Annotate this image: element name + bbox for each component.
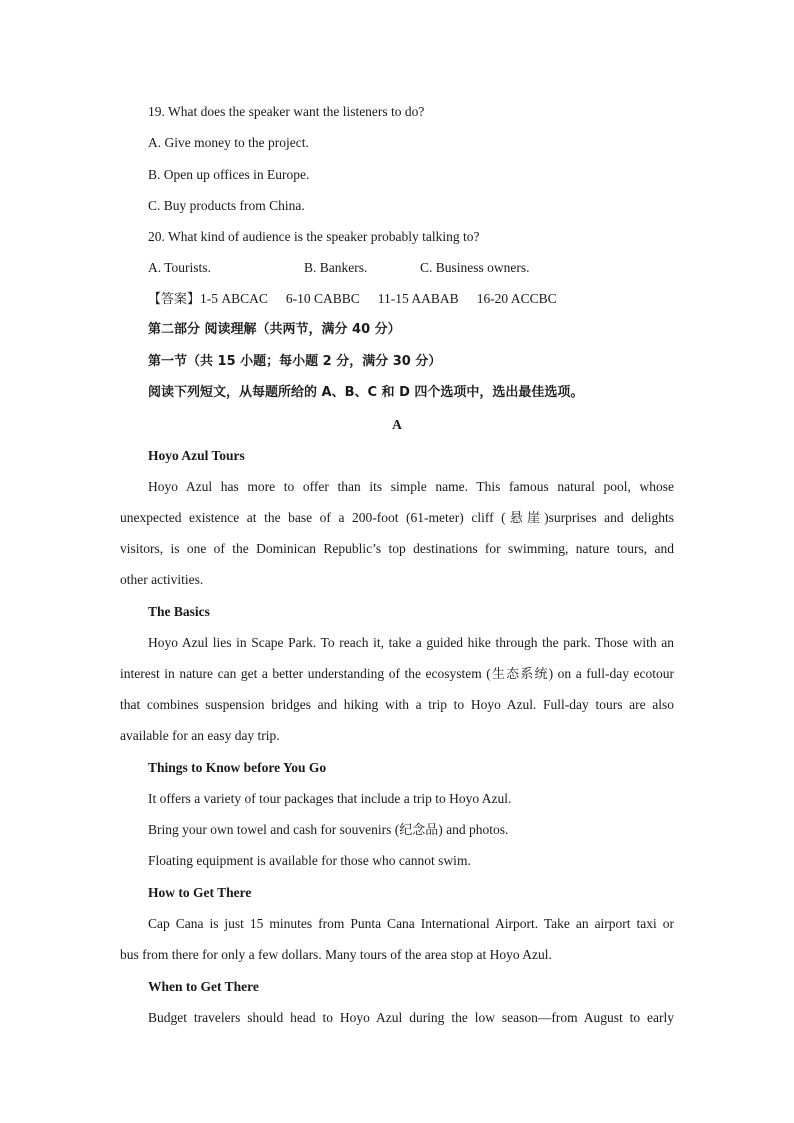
know-heading: Things to Know before You Go xyxy=(148,760,327,775)
basics-line-2-text: interest in nature can get a better understanding of the ecosystem ( xyxy=(120,666,491,681)
reading-instruction: 阅读下列短文，从每题所给的 A、B、C 和 D 四个选项中，选出最佳选项。 xyxy=(148,385,584,400)
know-line-2-text: Bring your own towel and cash for souvenirs ( xyxy=(148,822,400,837)
basics-line-2 xyxy=(120,665,674,684)
basics-gloss-ecosystem: 生态系统 xyxy=(490,667,549,682)
how-line-2: bus from there for only a few dollars. Many tours of the area stop at Hoyo Azul. xyxy=(120,947,552,962)
q19-option-a: A. Give money to the project. xyxy=(148,135,309,150)
basics-line-1: Hoyo Azul lies in Scape Park. To reach it, take a guided hike through the park. Those with an xyxy=(148,635,674,650)
basics-line-4: available for an easy day trip. xyxy=(120,728,280,743)
when-heading: When to Get There xyxy=(148,979,259,994)
intro-line-3: visitors, is one of the Dominican Republic’s top destinations for swimming, nature tours, and xyxy=(120,541,674,556)
answer-label: 【答案】 xyxy=(148,292,201,307)
how-line-1: Cap Cana is just 15 minutes from Punta Cana International Airport. Take an airport taxi or xyxy=(148,916,674,931)
know-line-3: Floating equipment is available for those who cannot swim. xyxy=(148,853,471,868)
passage-letter: A xyxy=(392,417,402,432)
intro-line-4: other activities. xyxy=(120,572,204,587)
intro-line-2-tail: )surprises and delights xyxy=(544,510,674,525)
basics-line-3: that combines suspension bridges and hiking with a trip to Hoyo Azul. Full-day tours are also xyxy=(120,697,674,712)
answer-group-1: 1-5 ABCAC xyxy=(200,291,268,306)
how-heading: How to Get There xyxy=(148,885,252,900)
know-line-2-tail: ) and photos. xyxy=(438,822,509,837)
answer-key xyxy=(148,290,557,309)
basics-heading: The Basics xyxy=(148,604,210,619)
part2-title: 第二部分 阅读理解（共两节，满分 40 分） xyxy=(148,322,401,337)
q20-stem: 20. What kind of audience is the speaker probably talking to? xyxy=(148,229,480,244)
intro-gloss-cliff: 悬崖 xyxy=(505,511,545,526)
q19-option-b: B. Open up offices in Europe. xyxy=(148,167,310,182)
passage-title: Hoyo Azul Tours xyxy=(148,448,245,463)
answer-group-2: 6-10 CABBC xyxy=(285,291,360,306)
know-gloss-souvenirs: 纪念品 xyxy=(399,823,439,838)
answer-group-3: 11-15 AABAB xyxy=(377,291,459,306)
q20-option-c: C. Business owners. xyxy=(420,260,530,275)
basics-line-2-tail: ) on a full-day ecotour xyxy=(548,666,674,681)
know-line-2 xyxy=(148,821,508,840)
q20-option-a: A. Tourists. xyxy=(148,260,211,275)
when-line-1: Budget travelers should head to Hoyo Azul during the low season—from August to early xyxy=(148,1010,674,1025)
answer-group-4: 16-20 ACCBC xyxy=(476,291,557,306)
intro-line-2 xyxy=(120,509,674,528)
section1-title: 第一节（共 15 小题；每小题 2 分，满分 30 分） xyxy=(148,354,442,369)
q20-option-b: B. Bankers. xyxy=(304,260,368,275)
q19-stem: 19. What does the speaker want the listeners to do? xyxy=(148,104,425,119)
intro-line-1: Hoyo Azul has more to offer than its simple name. This famous natural pool, whose xyxy=(148,479,674,494)
know-line-1: It offers a variety of tour packages that include a trip to Hoyo Azul. xyxy=(148,791,512,806)
q19-option-c: C. Buy products from China. xyxy=(148,198,305,213)
intro-line-2-text: unexpected existence at the base of a 200-foot (61-meter) cliff ( xyxy=(120,510,506,525)
